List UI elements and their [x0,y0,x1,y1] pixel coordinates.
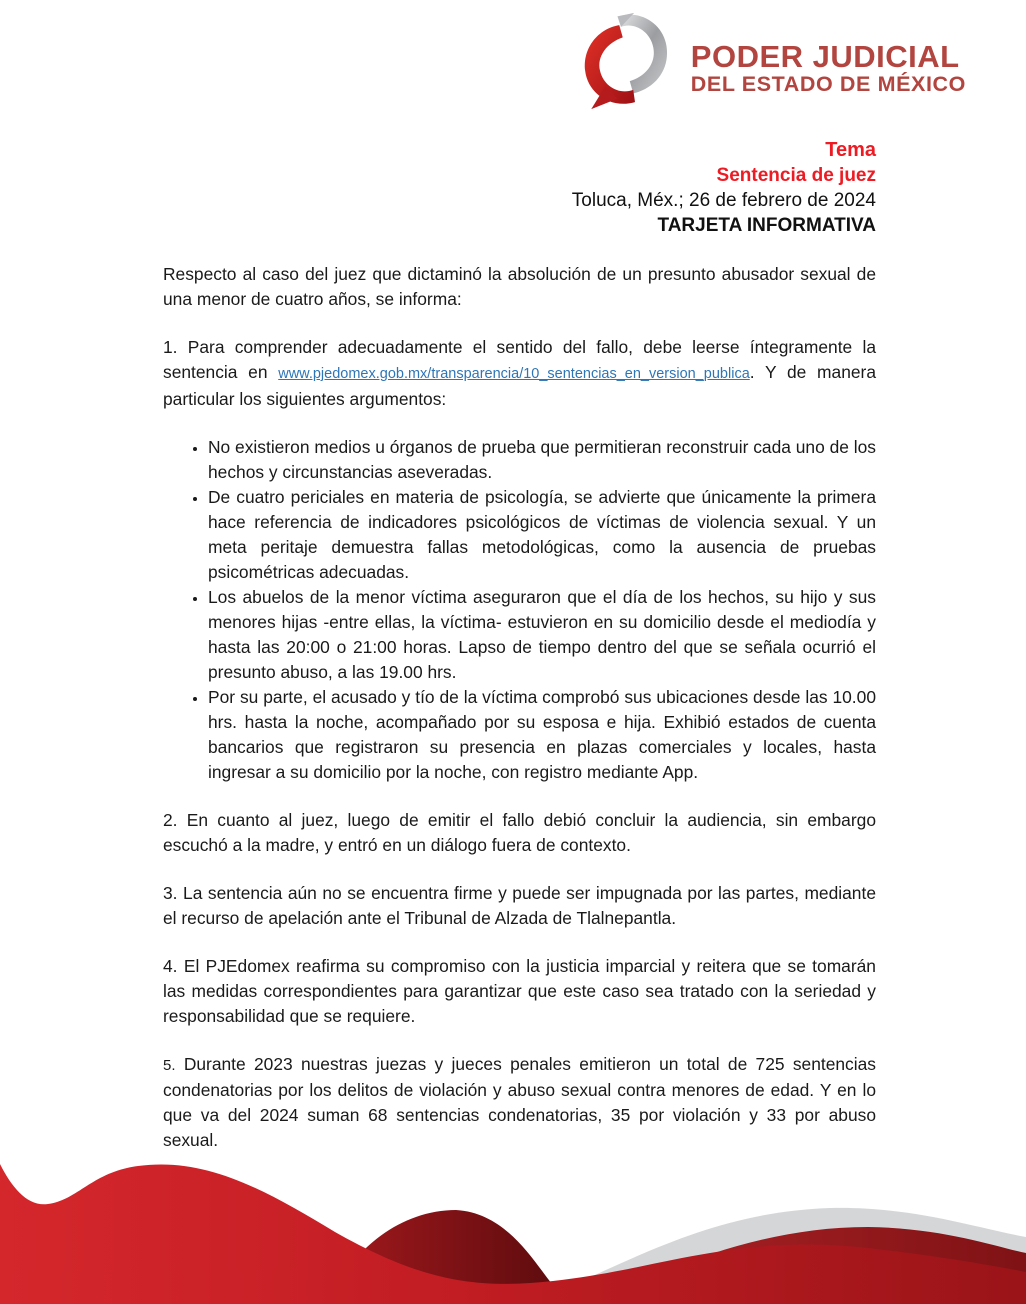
list-item: • De cuatro periciales en materia de psicología, se advierte que únicamente la primera hace referencia de indicadores psicológicos de víctimas de violencia sexual. Y un meta peritaje demuestra fallas metodológicas, como la ausencia de pruebas psicométricas adecuadas. [208,485,876,585]
dateline: Toluca, Méx.; 26 de febrero de 2024 [571,190,876,211]
logo-text [691,27,966,96]
list-item: • No existieron medios u órganos de prueba que permitieran reconstruir cada uno de los hechos y circunstancias aseveradas. [208,435,876,485]
header [0,0,1026,112]
item-3-text: La sentencia aún no se encuentra firme y puede ser impugnada por las partes, mediante el recurso de apelación ante el Tribunal de Alzada de Tlalnepantla. [163,883,876,928]
subject-line: Sentencia de juez [716,165,876,186]
item-3-number: 3. [163,883,178,903]
meta-block [0,138,876,238]
item-4-text: El PJEdomex reafirma su compromiso con la justicia imparcial y reitera que se tomarán las medidas correspondientes para garantizar que este caso sea tratado con la seriedad y responsabilidad que se requiere. [163,956,876,1026]
item-5-text: Durante 2023 nuestras juezas y jueces penales emitieron un total de 725 sentencias condenatorias por los delitos de violación y abuso sexual contra menores de edad. Y en lo que va del 2024 suman 68 sentencias condenatorias, 35 por violación y 33 por abuso sexual. [163,1054,876,1150]
intro-paragraph: Respecto al caso del juez que dictaminó la absolución de un presunto abusador sexual de una menor de cuatro años, se informa: [163,264,876,309]
sentencia-link[interactable]: www.pjedomex.gob.mx/transparencia/10_sentencias_en_version_publica [278,366,750,382]
numbered-item-1 [163,335,876,412]
item-2-number: 2. [163,810,178,830]
item-1-text-before-link: Para comprender adecuadamente el sentido del fallo, debe leerse íntegramente la sentencia en [163,337,876,382]
item-1-number: 1. [163,337,178,357]
doc-type-title: TARJETA INFORMATIVA [657,215,876,236]
item-4-number: 4. [163,956,178,976]
pjedomex-logo [579,10,966,112]
numbered-item-5 [163,1052,876,1153]
item-1-text-after-link: . Y de manera particular los siguientes argumentos: [163,362,876,409]
item-5-number: 5. [163,1057,176,1074]
list-item: • Los abuelos de la menor víctima aseguraron que el día de los hechos, su hijo y sus menores hijas -entre ellas, la víctima- estuvieron en su domicilio desde el mediodía y hasta las 20:00 o 21:00 horas. Lapso de tiempo dentro del que se señala ocurrió el presunto abuso, a las 19.00 hrs. [208,585,876,685]
tema-label: Tema [825,139,876,161]
item-2-text: En cuanto al juez, luego de emitir el fallo debió concluir la audiencia, sin embargo escuchó a la madre, y entró en un diálogo fuera de contexto. [163,810,876,855]
numbered-item-2 [163,808,876,858]
document-body [163,262,876,1153]
numbered-item-4 [163,954,876,1029]
logo-subtitle: DEL ESTADO DE MÉXICO [690,71,966,96]
arguments-list [163,435,876,785]
footer-wave-decoration [0,1160,1026,1304]
list-item: • Por su parte, el acusado y tío de la víctima comprobó sus ubicaciones desde las 10.00 hrs. hasta la noche, acompañado por su esposa e hija. Exhibió estados de cuenta bancarios que registraron su presencia en plazas comerciales y locales, hasta ingresar a su domicilio por la noche, con registro mediante App. [208,685,876,785]
logo-title: PODER JUDICIAL [690,38,960,74]
pjedomex-swirl-icon [579,10,677,112]
numbered-item-3 [163,881,876,931]
